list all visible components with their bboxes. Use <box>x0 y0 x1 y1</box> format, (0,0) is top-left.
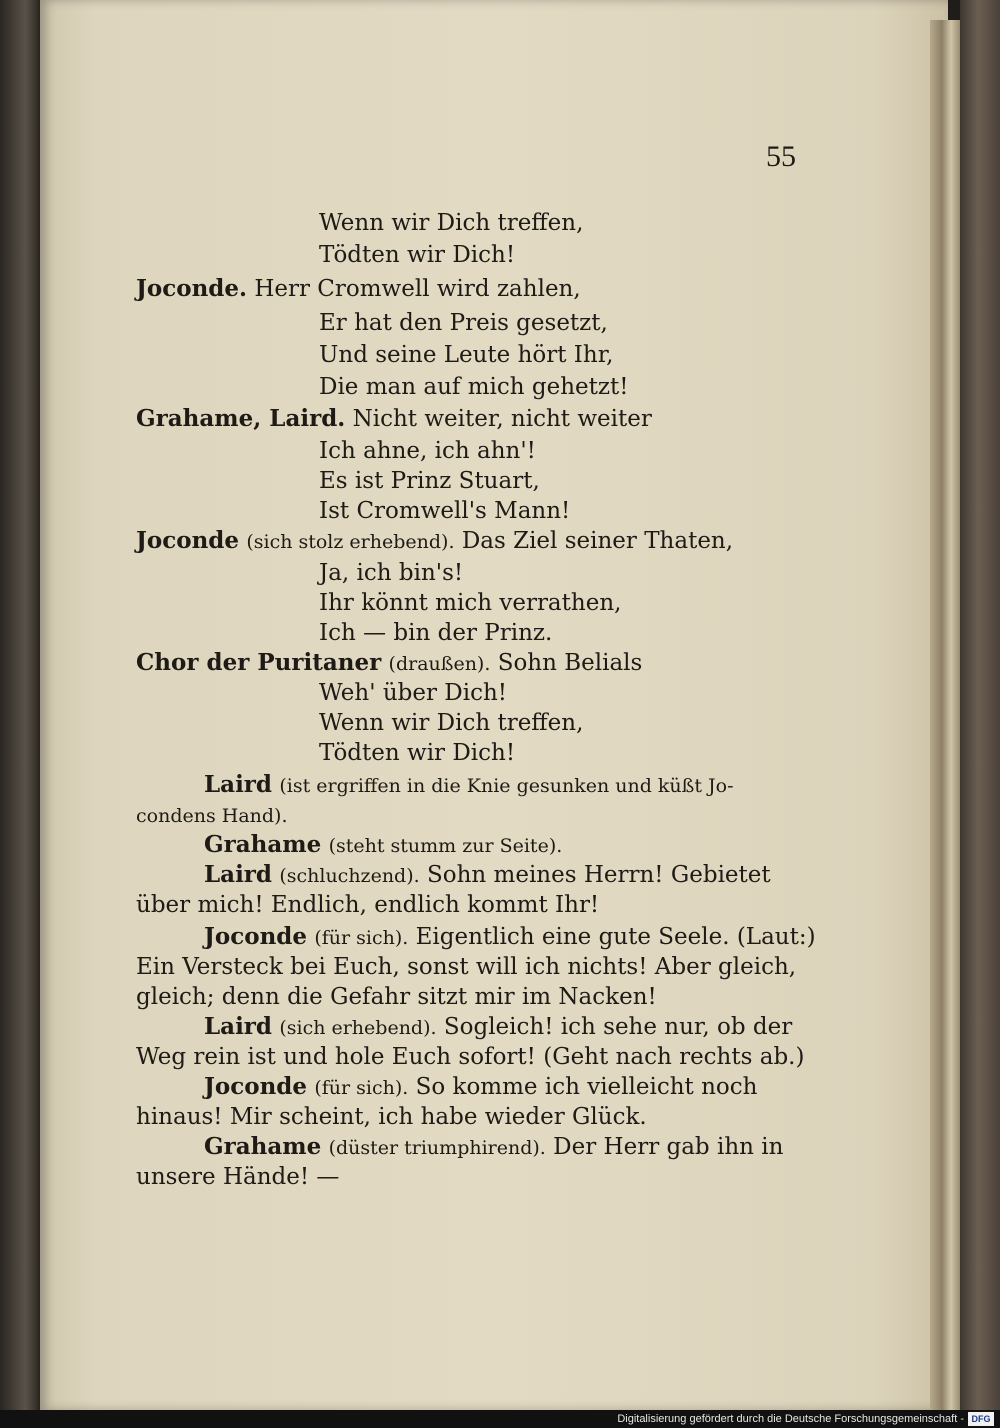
stage-direction: (für sich). <box>314 1077 409 1099</box>
verse-line: Wenn wir Dich treffen, <box>319 710 584 736</box>
verse-line: Ich — bin der Prinz. <box>319 620 553 646</box>
speaker-line: Joconde (für sich). So komme ich vielleicht noch <box>204 1073 758 1100</box>
prose-line: hinaus! Mir scheint, ich habe wieder Glück. <box>136 1104 647 1130</box>
verse-line: Ich ahne, ich ahn'! <box>319 438 536 464</box>
speaker-name: Laird <box>204 771 273 798</box>
verse-line: Es ist Prinz Stuart, <box>319 468 540 494</box>
prose-line: gleich; denn die Gefahr sitzt mir im Nacken! <box>136 984 657 1010</box>
prose-line <box>136 800 288 831</box>
stage-direction: (sich erhebend). <box>279 1017 437 1039</box>
verse-line: Tödten wir Dich! <box>319 740 516 766</box>
speaker-line: Grahame (düster triumphirend). Der Herr gab ihn in <box>204 1133 784 1160</box>
stage-direction: (für sich). <box>314 927 409 949</box>
verse-line: Ihr könnt mich verrathen, <box>319 590 622 616</box>
page-number: 55 <box>766 140 796 173</box>
stage-direction: (düster triumphirend). <box>328 1137 546 1159</box>
stage-direction: (draußen). <box>388 653 491 675</box>
speaker-name: Grahame <box>204 1133 322 1160</box>
speaker-name: Chor der Puritaner <box>136 649 382 676</box>
speaker-line <box>204 830 562 861</box>
book-cover-right <box>960 0 1000 1428</box>
verse-line: Die man auf mich gehetzt! <box>319 374 629 400</box>
speaker-line: Chor der Puritaner (draußen). Sohn Belials <box>136 649 643 676</box>
dfg-logo: DFG <box>968 1412 994 1426</box>
speaker-name: Grahame <box>204 831 322 858</box>
speaker-name: Joconde <box>204 1073 308 1100</box>
speaker-name: Joconde. <box>136 275 248 302</box>
speaker-name: Joconde <box>204 923 308 950</box>
speaker-line <box>204 770 734 801</box>
stage-direction: condens Hand). <box>136 805 288 827</box>
speaker-line: Joconde (für sich). Eigentlich eine gute Seele. (Laut:) <box>204 923 816 950</box>
verse-line: Weh' über Dich! <box>319 680 508 706</box>
page-edge-stack <box>930 20 960 1410</box>
verse-line: Ist Cromwell's Mann! <box>319 498 571 524</box>
speaker-line: Joconde (sich stolz erhebend). Das Ziel seiner Thaten, <box>136 527 734 554</box>
speaker-line: Laird (sich erhebend). Sogleich! ich sehe nur, ob der <box>204 1013 793 1040</box>
book-spine-left <box>0 0 42 1428</box>
stage-direction: (schluchzend). <box>279 865 420 887</box>
verse-line: Tödten wir Dich! <box>319 242 516 268</box>
speaker-name: Grahame, Laird. <box>136 405 346 432</box>
speaker-line: Laird (schluchzend). Sohn meines Herrn! Gebietet <box>204 861 771 888</box>
verse-line: Wenn wir Dich treffen, <box>319 210 584 236</box>
verse-line: Ja, ich bin's! <box>319 560 464 586</box>
speaker-name: Laird <box>204 1013 273 1040</box>
speaker-name: Joconde <box>136 527 240 554</box>
prose-line: über mich! Endlich, endlich kommt Ihr! <box>136 892 600 918</box>
footer-credit: Digitalisierung gefördert durch die Deutsche Forschungsgemeinschaft - <box>617 1413 964 1425</box>
verse-line: Und seine Leute hört Ihr, <box>319 342 614 368</box>
speaker-line: Joconde. Herr Cromwell wird zahlen, <box>136 275 581 302</box>
prose-line: Ein Versteck bei Euch, sonst will ich nichts! Aber gleich, <box>136 954 797 980</box>
prose-line: Weg rein ist und hole Euch sofort! (Geht nach rechts ab.) <box>136 1044 805 1070</box>
speaker-line: Grahame, Laird. Nicht weiter, nicht weiter <box>136 405 652 432</box>
verse-line: Er hat den Preis gesetzt, <box>319 310 608 336</box>
stage-direction: (steht stumm zur Seite). <box>328 835 563 857</box>
prose-line: unsere Hände! — <box>136 1164 340 1190</box>
speaker-name: Laird <box>204 861 273 888</box>
stage-direction: (sich stolz erhebend). <box>246 531 455 553</box>
stage-direction: (ist ergriffen in die Knie gesunken und küßt Jo- <box>279 775 734 797</box>
